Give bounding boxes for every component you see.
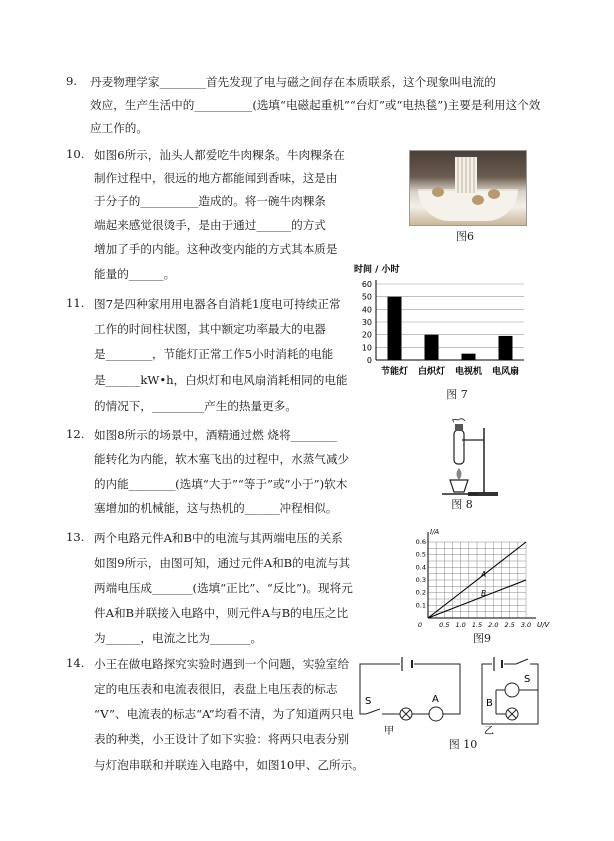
x-tick-label: 3.0 [520,621,532,629]
y-axis-label: I/A [430,528,440,536]
question-text-line: 应工作的。 [90,121,148,135]
y-tick-label: 20 [361,330,372,340]
x-tick-label: 2.0 [488,621,499,629]
question-text-line: 为______，电流之比为_______。 [94,631,263,645]
x-tick-label: 2.5 [504,621,515,629]
question-text-line: 如图6所示，汕头人都爱吃牛肉粿条。牛肉粿条在 [94,148,345,162]
question-text-line: 效应，生产生活中的__________(选填“电磁起重机”“台灯”或“电热毯”)主要是利用这个效 [90,98,541,112]
x-tick-label: 0.5 [439,621,450,629]
question-text-line: 丹麦物理学家________首先发现了电与磁之间存在本质联系，这个现象叫电流的 [90,75,496,89]
noodle-strands [455,157,477,193]
question-text-line: 如图9所示，由图可知，通过元件A和B的电流与其 [94,556,351,570]
beef-ball [488,189,500,199]
question-text-line: 是______kW•h，白炽灯和电风扇消耗相同的电能 [94,373,348,387]
beef-ball [432,187,444,197]
y-tick-label: 0 [366,356,372,365]
question-text-line: 是________，节能灯正常工作5小时消耗的电能 [94,347,334,361]
y-tick-label: 50 [361,292,372,302]
x-tick-label: 节能灯 [380,367,409,377]
y-tick-label: 40 [361,305,372,315]
y-tick-label: 0.4 [415,563,426,572]
x-tick-label: 0 [417,621,423,629]
question-text-line: 如图8所示的场景中，酒精通过燃 烧将________ [94,428,337,442]
question-text-line: 的内能________(选填“大于”“等于”或“小于”)软木 [94,477,348,491]
x-tick-label: 电风扇 [491,367,520,377]
question-number: 9. [66,74,78,88]
iv-chart-fig9 [408,522,548,634]
meter-label: A [432,694,439,705]
x-tick-label: 电视机 [454,367,483,377]
x-tick-label: 白炽灯 [417,367,446,377]
y-tick-label: 0.3 [415,576,426,584]
question-text-line: 两端电压成_______(选填“正比”、“反比”)。现将元 [94,581,353,595]
question-text-line: 表的种类，小王设计了如下实验：将两只电表分别 [94,732,350,746]
switch-label: S [524,674,531,685]
question-text-line: 件A和B并联接入电路中，则元件A与B的电压之比 [94,606,349,620]
question-text-line: 塞增加的机械能，这与热机的______冲程相似。 [94,501,338,515]
figure-caption: 图 10 [448,738,478,751]
x-tick-label: 1.5 [471,621,483,629]
meter-label: B [486,698,493,709]
question-number: 11. [66,296,85,310]
circuit-jia [360,657,460,737]
question-number: 12. [66,427,85,441]
x-tick-label: 1.0 [455,621,466,629]
switch-label: S [365,696,372,707]
figure-caption: 图9 [473,632,491,645]
question-text-line: 与灯泡串联和并联连入电路中，如图10甲、乙所示。 [94,758,364,772]
test-tube-apparatus [432,418,502,498]
y-tick-label: 0.5 [415,550,426,559]
y-tick-label: 10 [361,343,372,353]
question-text-line: 定的电压表和电流表很旧，表盘上电压表的标志 [94,682,338,696]
bar [462,354,476,360]
question-text-line: 的情况下，_________产生的热量更多。 [94,399,297,413]
question-text-line: 两个电路元件A和B中的电流与其两端电压的关系 [94,531,343,545]
y-tick-label: 0.2 [415,588,426,597]
figure-caption: 图 8 [451,498,473,511]
y-tick-label: 0.1 [415,601,426,610]
circuit-diagram-fig10 [356,654,546,738]
y-tick-label: 60 [361,280,372,289]
circuit-name: 乙 [484,726,494,737]
question-text-line: “V”、电流表的标志“A”均看不清，为了知道两只电 [94,707,354,721]
y-axis-label: 时间 / 小时 [354,265,400,275]
bar-chart-fig7 [350,260,530,390]
figure-caption: 图6 [456,230,474,243]
bar [388,297,402,360]
series-label: B [481,589,487,598]
beef-noodle-photo [409,150,527,226]
question-text-line: 小王在做电路探究实验时遇到一个问题，实验室给 [94,657,350,671]
question-number: 10. [66,147,85,161]
beef-ball [472,195,484,205]
bar [499,336,513,360]
question-text-line: 端起来感觉很烫手，是由于通过______的方式 [94,218,326,232]
x-axis-label: U/V [537,621,550,629]
question-number: 14. [66,656,85,670]
y-tick-label: 0.6 [415,538,426,546]
question-text-line: 能量的______。 [94,267,176,281]
series-label: A [481,570,487,579]
question-text-line: 增加了手的内能。这种改变内能的方式其本质是 [94,242,338,256]
question-text-line: 图7是四种家用用电器各自消耗1度电可持续正常 [94,297,341,311]
question-text-line: 工作的时间柱状图，其中额定功率最大的电器 [94,322,326,336]
circuit-yi [482,657,538,737]
figure-caption: 图 7 [446,388,468,401]
y-tick-label: 30 [361,318,372,327]
question-text-line: 于分子的__________造成的。将一碗牛肉粿条 [94,194,326,208]
circuit-name: 甲 [384,726,394,737]
bar [425,335,439,360]
question-number: 13. [66,530,85,544]
question-text-line: 能转化为内能，软木塞飞出的过程中，水蒸气减少 [94,452,350,466]
question-text-line: 制作过程中，很远的地方都能闻到香味，这是由 [94,171,338,185]
